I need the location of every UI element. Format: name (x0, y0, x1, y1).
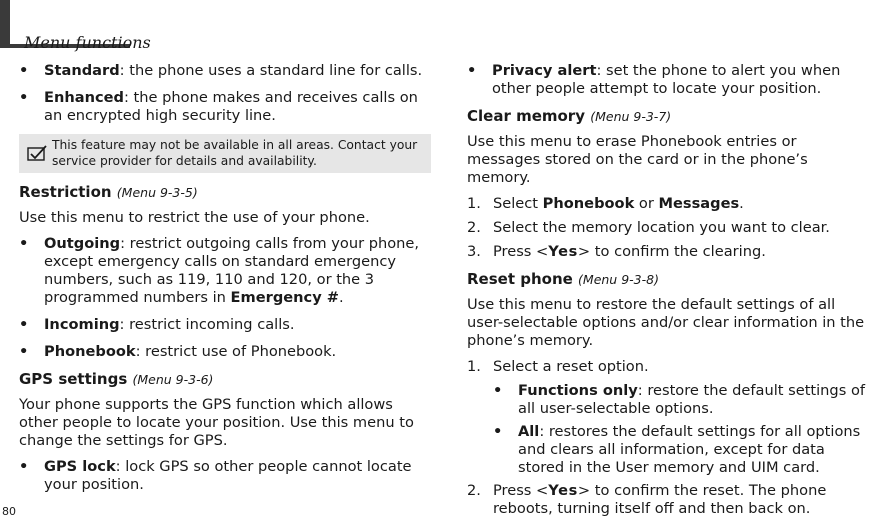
list-item: • GPS lock: lock GPS so other people cannot locate your position. (19, 458, 412, 493)
header-bar (0, 0, 10, 48)
list-item: • Functions only: restore the default settings of all user-selectable options. (493, 382, 866, 417)
bullet: • (19, 235, 29, 252)
bullet: • (467, 62, 477, 79)
paragraph: Use this menu to erase Phonebook entries or messages stored on the card or in the phone’s memory. (467, 133, 808, 186)
bullet: • (19, 343, 29, 360)
right-column (467, 62, 870, 524)
bullet: • (19, 89, 29, 106)
list-item: • Enhanced: the phone makes and receives calls on an encrypted high security line. (19, 89, 418, 124)
step-item: 2. Press <Yes> to confirm the reset. The phone reboots, turning itself off and then back on. (467, 482, 827, 517)
note-box (19, 134, 431, 173)
step-item: 1. Select a reset option. (467, 358, 649, 375)
page-number: 80 (2, 505, 16, 518)
section-title-restriction: Restriction (Menu 9-3-5) (19, 183, 198, 201)
bullet: • (19, 62, 29, 79)
paragraph: Use this menu to restrict the use of your phone. (19, 209, 370, 226)
paragraph: Your phone supports the GPS function which allows other people to locate your position. Use this menu to change the settings for GPS. (19, 396, 414, 449)
section-title-gps: GPS settings (Menu 9-3-6) (19, 370, 214, 388)
step-item: 1. Select Phonebook or Messages. (467, 195, 744, 212)
bullet: • (19, 458, 29, 475)
bullet: • (493, 423, 503, 440)
bullet: • (19, 316, 29, 333)
paragraph: Use this menu to restore the default settings of all user-selectable options and/or clear information in the phone’s memory. (467, 296, 865, 349)
section-title-clear-memory: Clear memory (Menu 9-3-7) (467, 107, 672, 125)
step-item: 2. Select the memory location you want to clear. (467, 219, 830, 236)
bullet: • (493, 382, 503, 399)
list-item: • Incoming: restrict incoming calls. (19, 316, 295, 333)
list-item: • All: restores the default settings for all options and clears all information, except for data stored in the User memory and UIM card. (493, 423, 861, 476)
left-column (19, 62, 431, 503)
note-text: This feature may not be available in all areas. Contact your service provider for details and availability. (52, 138, 418, 168)
list-item: • Phonebook: restrict use of Phonebook. (19, 343, 337, 360)
term: Enhanced (44, 89, 124, 106)
list-item: • Privacy alert: set the phone to alert you when other people attempt to locate your position. (467, 62, 841, 97)
term: Standard (44, 62, 120, 79)
list-item: • Outgoing: restrict outgoing calls from your phone, except emergency calls on standard emergency numbers, such as 119, 110 and 120, or the 3 programmed numbers in Emergency #. (19, 235, 420, 306)
section-title-reset-phone: Reset phone (Menu 9-3-8) (467, 270, 659, 288)
page-header-title: Menu functions (24, 33, 151, 52)
checkmark-note-icon (22, 145, 52, 161)
list-item: • Standard: the phone uses a standard line for calls. (19, 62, 423, 79)
step-item: 3. Press <Yes> to confirm the clearing. (467, 243, 766, 260)
